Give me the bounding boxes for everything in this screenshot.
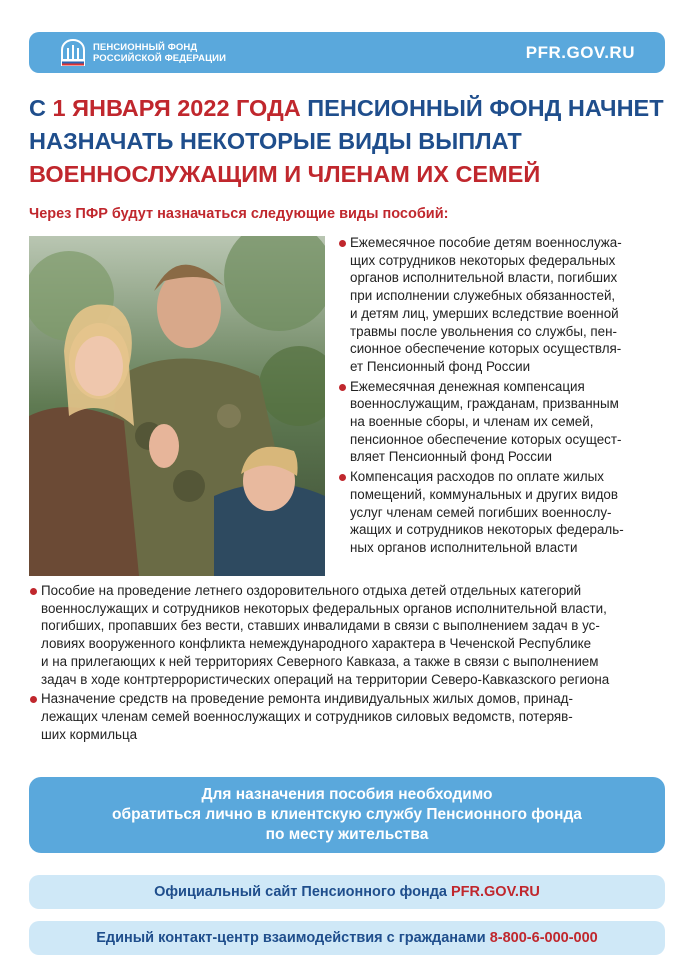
- list-item-text: Ежемесячное пособие детям военнослужа- щих сотрудников некоторых федеральных органов исполнительной власти, погибших при исполнении служебных обязанностей, и детям лиц, умерших вследствие военной травмы после увольнения со службы, пен- сионное обеспечение которых осуществля- ет Пенсионный фонд России: [350, 235, 622, 374]
- contact-center-label: Единый контакт-центр взаимодействия с гражданами: [96, 930, 486, 946]
- official-site-link[interactable]: PFR.GOV.RU: [451, 884, 540, 900]
- list-item-text: Ежемесячная денежная компенсация военнослужащим, гражданам, призванным на военные сборы, и членам их семей, пенсионное обеспечение которых осущест- вляет Пенсионный фонд России: [350, 378, 622, 465]
- contact-center-pill: [29, 921, 665, 955]
- page-title: [29, 92, 669, 191]
- pfr-logo-icon: [59, 38, 87, 68]
- title-highlight: ВОЕННОСЛУЖАЩИМ И ЧЛЕНАМ ИХ СЕМЕЙ: [29, 161, 541, 187]
- info-note: [29, 777, 665, 853]
- list-item: [338, 234, 673, 376]
- logo-line1: ПЕНСИОННЫЙ ФОНД: [93, 41, 198, 53]
- info-note-text: Для назначения пособия необходимо обратиться лично в клиентскую службу Пенсионного фонда по месту жительства: [112, 786, 582, 843]
- benefits-list-full: [29, 582, 679, 745]
- list-item: [338, 378, 673, 467]
- official-site-pill: [29, 875, 665, 909]
- list-item-text: Компенсация расходов по оплате жилых помещений, коммунальных и других видов услуг членам семей погибших военнослу- жащих и сотрудников некоторых федераль- ных органов исполнительной власти: [350, 469, 624, 555]
- subtitle: Через ПФР будут назначаться следующие виды пособий:: [29, 206, 449, 222]
- pfr-logo: [59, 38, 226, 68]
- list-item: [29, 582, 679, 688]
- list-item: [29, 690, 679, 743]
- title-part1: С: [29, 95, 53, 121]
- benefits-list-right: [338, 234, 673, 559]
- title-date: 1 ЯНВАРЯ 2022 ГОДА: [52, 95, 301, 121]
- list-item: [338, 468, 673, 557]
- family-photo: [29, 236, 325, 576]
- header-site[interactable]: PFR.GOV.RU: [525, 42, 635, 62]
- family-photo-image: [29, 236, 325, 576]
- list-item-text: Пособие на проведение летнего оздоровительного отдыха детей отдельных категорий военнослужащих и сотрудников некоторых федеральных органов исполнительной власти, погибших, пропавших без вести, ставших инвалидами в связи с выполнением задач в ус- ловиях вооруженного конфликта немеждународного характера в Чеченской Республике и на прилегающих к ней территориях Северного Кавказа, а также в связи с выполнением задач в ходе контртеррористических операций на территории Северо-Кавказского региона: [41, 583, 610, 687]
- list-item-text: Назначение средств на проведение ремонта индивидуальных жилых домов, принад- лежащих членам семей военнослужащих и сотрудников силовых ведомств, потеряв- ших кормильца: [41, 691, 573, 742]
- title-part3: ПЕНСИОННЫЙ ФОНД НАЧНЕТ НАЗНАЧАТЬ НЕКОТОРЫЕ ВИДЫ ВЫПЛАТ: [29, 95, 664, 154]
- header-bar: [29, 32, 665, 73]
- contact-phone[interactable]: 8-800-6-000-000: [489, 930, 598, 946]
- logo-line2: РОССИЙСКОЙ ФЕДЕРАЦИИ: [93, 52, 227, 64]
- official-site-label: Официальный сайт Пенсионного фонда: [154, 884, 447, 900]
